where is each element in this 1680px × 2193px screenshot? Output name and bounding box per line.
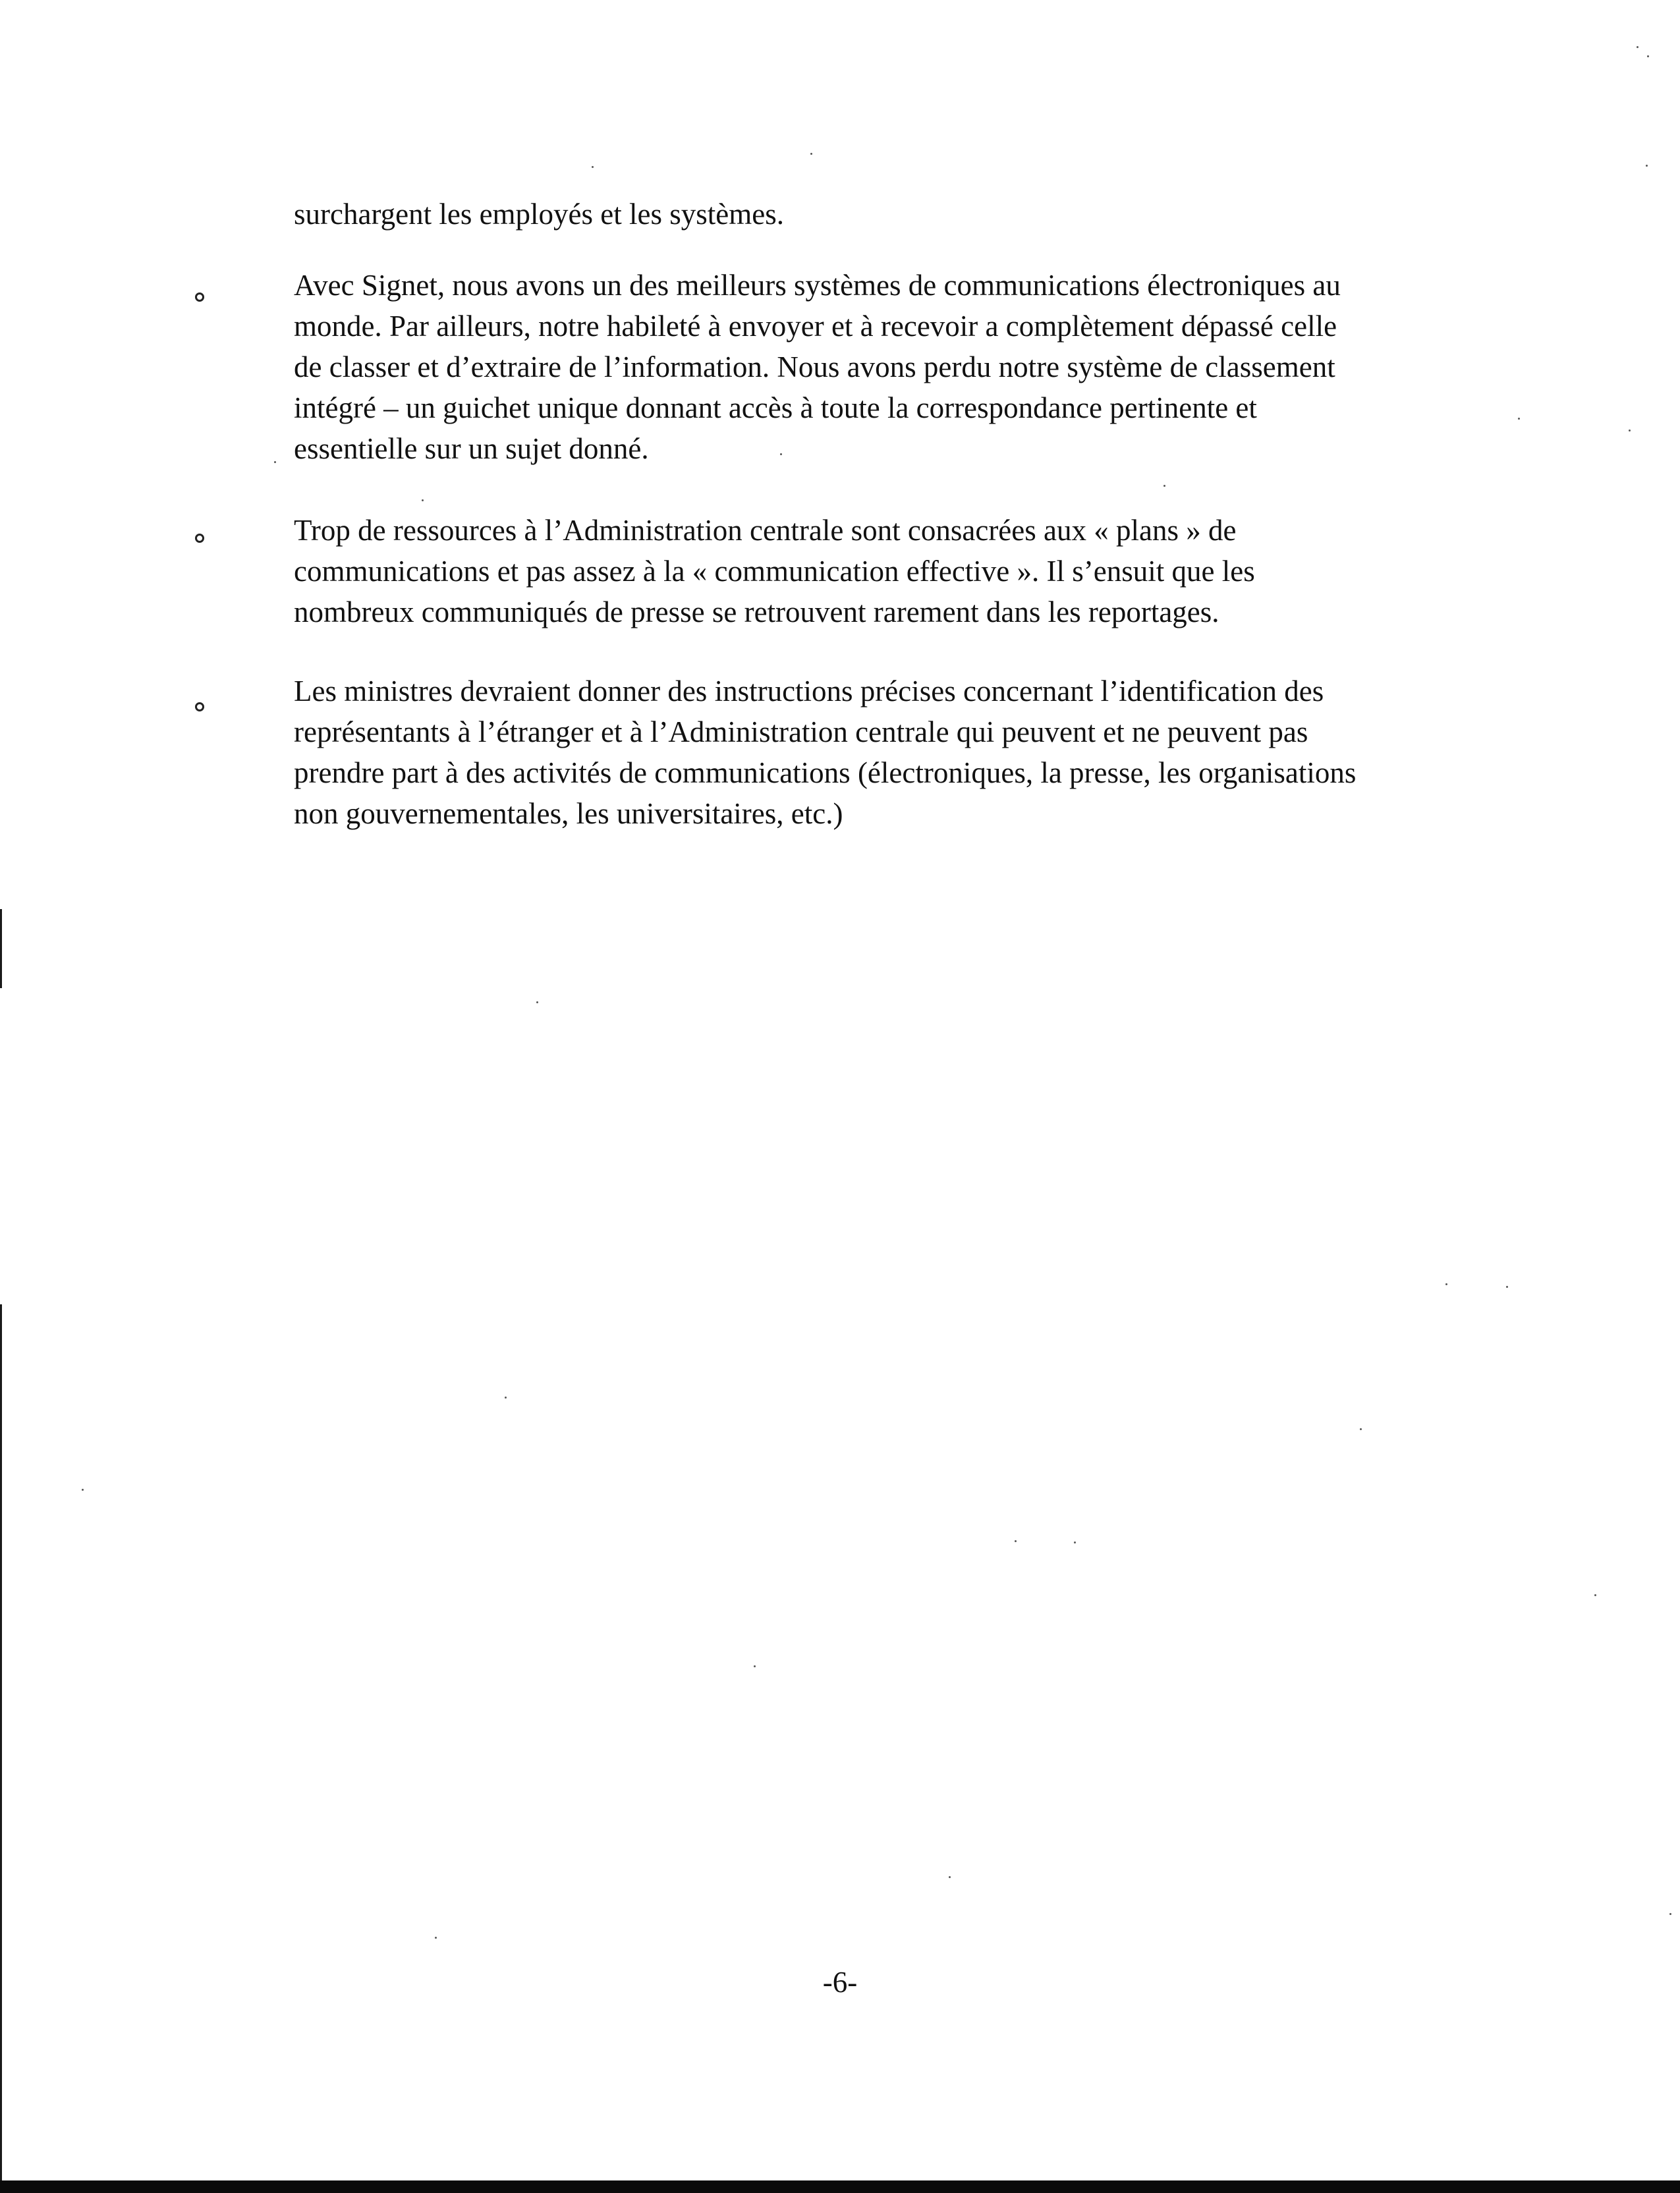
paragraph-line: prendre part à des activités de communications (électroniques, la presse, les organisations: [294, 756, 1357, 789]
continuation-paragraph: [294, 194, 1506, 235]
scan-speck: [1637, 46, 1638, 48]
scan-speck: [1647, 55, 1649, 57]
scan-speck: [1646, 165, 1648, 167]
scan-speck: [274, 461, 276, 463]
scan-speck: [1629, 430, 1631, 431]
bullet-paragraph-ressources: [294, 510, 1506, 632]
scan-edge-mark: [0, 909, 2, 988]
bullet-circle-icon: [195, 534, 204, 543]
scan-speck: [1506, 1286, 1508, 1288]
scan-speck: [422, 499, 424, 501]
scan-speck: [82, 1489, 84, 1491]
bullet-paragraph-ministres: [294, 671, 1506, 834]
scan-speck: [754, 1665, 756, 1667]
paragraph-line: intégré – un guichet unique donnant accès à toute la correspondance pertinente et: [294, 391, 1257, 424]
scan-speck: [1518, 418, 1520, 420]
scan-border-bottom: [0, 2180, 1680, 2193]
paragraph-line: essentielle sur un sujet donné.: [294, 432, 649, 465]
paragraph-line: Trop de ressources à l’Administration centrale sont consacrées aux « plans » de: [294, 514, 1237, 547]
bullet-paragraph-signet: [294, 265, 1506, 469]
paragraph-line: communications et pas assez à la « communication effective ». Il s’ensuit que les: [294, 555, 1255, 588]
scan-speck: [780, 453, 782, 455]
bullet-circle-icon: [195, 702, 204, 711]
scan-speck: [1074, 1541, 1076, 1543]
paragraph-line: nombreux communiqués de presse se retrouvent rarement dans les reportages.: [294, 596, 1219, 628]
scan-speck: [949, 1876, 951, 1878]
scan-speck: [505, 1397, 507, 1399]
page-number: -6-: [822, 1966, 858, 1999]
scan-speck: [1015, 1540, 1017, 1542]
bullet-circle-icon: [195, 292, 204, 302]
scan-speck: [810, 153, 812, 155]
paragraph-line: Avec Signet, nous avons un des meilleurs systèmes de communications électroniques au: [294, 269, 1341, 302]
paragraph-line: représentants à l’étranger et à l’Administration centrale qui peuvent et ne peuvent pas: [294, 715, 1308, 748]
scan-speck: [1594, 1594, 1596, 1596]
paragraph-line: surchargent les employés et les systèmes.: [294, 198, 784, 231]
scan-speck: [536, 1001, 538, 1003]
scan-speck: [1163, 485, 1165, 487]
scan-speck: [1360, 1428, 1362, 1430]
scan-speck: [1669, 1913, 1671, 1915]
paragraph-line: de classer et d’extraire de l’information. Nous avons perdu notre système de classement: [294, 350, 1335, 383]
paragraph-line: Les ministres devraient donner des instructions précises concernant l’identification des: [294, 675, 1324, 708]
scan-speck: [592, 166, 594, 168]
scan-edge-mark: [0, 1304, 2, 2180]
scan-speck: [1445, 1283, 1447, 1285]
paragraph-line: monde. Par ailleurs, notre habileté à envoyer et à recevoir a complètement dépassé celle: [294, 310, 1337, 343]
paragraph-line: non gouvernementales, les universitaires, etc.): [294, 797, 843, 830]
scan-speck: [435, 1937, 437, 1939]
